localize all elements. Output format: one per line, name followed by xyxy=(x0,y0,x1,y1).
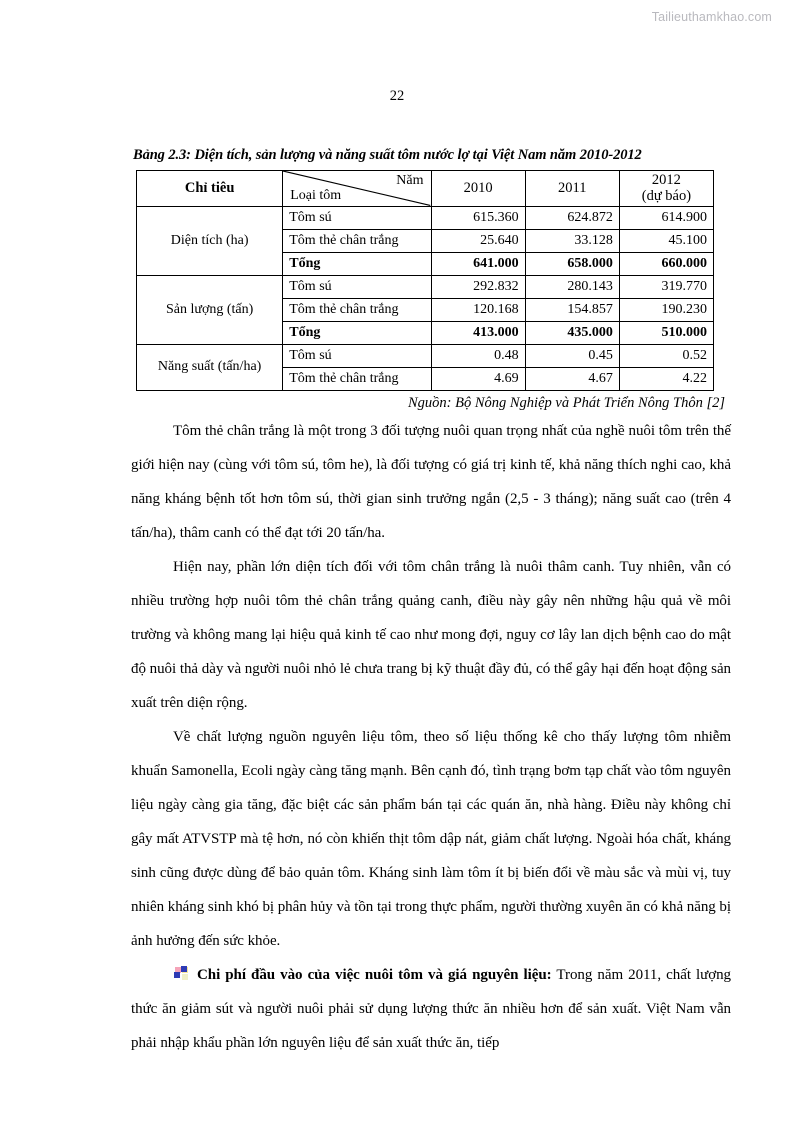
paragraph-bulleted xyxy=(131,958,731,1060)
value-2011: 154.857 xyxy=(525,298,619,321)
paragraph-2: Hiện nay, phần lớn diện tích đối với tôm chân trắng là nuôi thâm canh. Tuy nhiên, vẫn có nhiều trường hợp nuôi tôm thẻ chân trắng quảng canh, điều này gây nên những hậu quả về môi trường và không mang lại hiệu quả kinh tế cao như mong đợi, nguy cơ lây lan dịch bệnh cao do mật độ nuôi thả dày và người nuôi nhỏ lẻ chưa trang bị kỹ thuật đầy đủ, có thể gây hại đến hoạt động sản xuất trên diện rộng. xyxy=(131,558,731,711)
header-diagonal-cell xyxy=(283,171,431,206)
value-2010: 292.832 xyxy=(431,275,525,298)
species-label-total: Tổng xyxy=(283,321,431,344)
value-2012: 660.000 xyxy=(619,252,713,275)
value-2010: 615.360 xyxy=(431,206,525,229)
bullet-body-text: Trong năm 2011, chất lượng thức ăn giảm sút và người nuôi phải sử dụng lượng thức ăn nhiều hơn để sản xuất. Việt Nam vẫn phải nhập khẩu phần lớn nguyên liệu để sản xuất thức ăn, tiếp xyxy=(131,966,731,1051)
metric-label-output: Sản lượng (tấn) xyxy=(137,275,283,344)
value-2011: 4.67 xyxy=(525,367,619,390)
shrimp-statistics-table xyxy=(136,170,714,390)
page-number: 22 xyxy=(389,88,405,104)
species-label: Tôm thẻ chân trắng xyxy=(283,229,431,252)
species-label: Tôm thẻ chân trắng xyxy=(283,367,431,390)
watermark: Tailieuthamkhao.com xyxy=(651,10,772,24)
header-species-label: Loại tôm xyxy=(290,187,342,203)
table-caption: Bảng 2.3: Diện tích, sản lượng và năng suất tôm nước lợ tại Việt Nam năm 2010-2012 xyxy=(133,147,642,163)
species-label: Tôm sú xyxy=(283,275,431,298)
page-content xyxy=(131,146,731,1060)
header-metric-label: Chỉ tiêu xyxy=(137,171,283,206)
value-2010: 4.69 xyxy=(431,367,525,390)
table-source-note: Nguồn: Bộ Nông Nghiệp và Phát Triển Nông Thôn [2] xyxy=(407,394,725,411)
table-row xyxy=(137,275,714,298)
table-row xyxy=(137,206,714,229)
value-2012: 0.52 xyxy=(619,344,713,367)
pinwheel-bullet-icon xyxy=(175,967,188,980)
value-2012: 319.770 xyxy=(619,275,713,298)
value-2010: 641.000 xyxy=(431,252,525,275)
value-2011: 624.872 xyxy=(525,206,619,229)
value-2012: 4.22 xyxy=(619,367,713,390)
paragraph-1: Tôm thẻ chân trắng là một trong 3 đối tượng nuôi quan trọng nhất của nghề nuôi tôm trên thế giới hiện nay (cùng với tôm sú, tôm he), là đối tượng có giá trị kinh tế, khả năng thích nghi cao, khả năng kháng bệnh tốt hơn tôm sú, thời gian sinh trưởng ngắn (2,5 - 3 tháng); năng suất cao (trên 4 tấn/ha), thâm canh có thể đạt tới 20 tấn/ha. xyxy=(131,422,731,541)
table-row xyxy=(137,344,714,367)
value-2011: 658.000 xyxy=(525,252,619,275)
bullet-lead-text: Chi phí đầu vào của việc nuôi tôm và giá nguyên liệu: xyxy=(197,966,552,983)
value-2010: 120.168 xyxy=(431,298,525,321)
value-2011: 33.128 xyxy=(525,229,619,252)
table-header-row xyxy=(137,171,714,206)
paragraph-3: Về chất lượng nguồn nguyên liệu tôm, theo số liệu thống kê cho thấy lượng tôm nhiễm khuẩn Samonella, Ecoli ngày càng tăng mạnh. Bên cạnh đó, tình trạng bơm tạp chất vào tôm nguyên liệu ngày càng gia tăng, đặc biệt các sản phẩm bán tại các quán ăn, nhà hàng. Điều này không chỉ gây mất ATVSTP mà tệ hơn, nó còn khiến thịt tôm dập nát, giảm chất lượng. Ngoài hóa chất, kháng sinh cũng được dùng để bảo quản tôm. Kháng sinh làm tôm ít bị biến đổi về màu sắc và mùi vị, tuy nhiên kháng sinh khó bị phân hủy và tồn tại trong thực phẩm, người thường xuyên ăn có khả năng bị ảnh hưởng đến sức khỏe. xyxy=(131,728,731,949)
header-year-label: Năm xyxy=(396,173,424,189)
value-2011: 0.45 xyxy=(525,344,619,367)
value-2010: 25.640 xyxy=(431,229,525,252)
header-year-2011: 2011 xyxy=(525,171,619,206)
value-2012: 190.230 xyxy=(619,298,713,321)
metric-label-productivity: Năng suất (tấn/ha) xyxy=(137,344,283,390)
species-label: Tôm thẻ chân trắng xyxy=(283,298,431,321)
species-label: Tôm sú xyxy=(283,344,431,367)
species-label-total: Tổng xyxy=(283,252,431,275)
header-year-2012-line2: (dự báo) xyxy=(641,188,692,205)
value-2010: 413.000 xyxy=(431,321,525,344)
header-year-2012-line1: 2012 xyxy=(651,172,681,189)
value-2010: 0.48 xyxy=(431,344,525,367)
value-2012: 614.900 xyxy=(619,206,713,229)
species-label: Tôm sú xyxy=(283,206,431,229)
value-2012: 45.100 xyxy=(619,229,713,252)
value-2012: 510.000 xyxy=(619,321,713,344)
metric-label-area: Diện tích (ha) xyxy=(137,206,283,275)
header-year-2010: 2010 xyxy=(431,171,525,206)
value-2011: 435.000 xyxy=(525,321,619,344)
header-year-2012 xyxy=(619,171,713,206)
value-2011: 280.143 xyxy=(525,275,619,298)
